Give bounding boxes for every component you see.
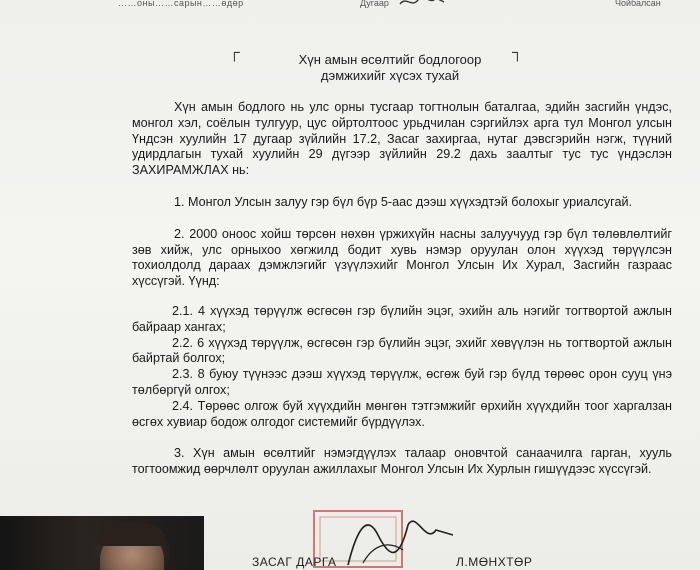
signature-position: ЗАСАГ ДАРГА [252, 555, 337, 569]
sub-item-2-1: 2.1. 4 хүүхэд төрүүлж өсгөсөн гэр бүлийн эцэг, эхийн аль нэгийг тогтвортой ажлын байраар хангах; [132, 303, 672, 334]
handwritten-number-icon [398, 0, 448, 10]
title-line-1: Хүн амын өсөлтийг бодлогоор [298, 52, 482, 67]
sub-item-2-3: 2.3. 8 буюу түүнээс дээш хүүхэд төрүүлж, өсгөж буй гэр бүлд төрөөс орон сууц үнэ төлбөргүй олгох; [132, 367, 672, 397]
item-1: 1. Монгол Улсын залуу гэр бүл бүр 5-аас дээш хүүхэдтэй болохыг уриалсугай. [174, 194, 632, 209]
title-line-2: дэмжихийг хүсэх тухай [320, 68, 460, 83]
title-bracket-right: ┐ [512, 44, 523, 61]
sub-item-2-2: 2.2. 6 хүүхэд төрүүлж, өсгөсөн гэр бүлийн эцэг, эхийг хөвүүлэн нь тогтвортой ажлын байртай болгох; [132, 335, 672, 366]
item-2: 2. 2000 оноос хойш төрсөн нөхөн үржихүйн насны залуучууд гэр бүл төлөвлөлтийг зөв хийж, улс орныхоо хөгжилд бодит хувь нэмэр оруулан олон хүүхэд төрүүлсэн тохиолдолд дараах дэмжлэгийг үзүүлэхийг Монгол Улсын Их Хурал, Засгийн газраас хүссүгэй. Үүнд: [132, 226, 672, 289]
document-body [132, 100, 672, 478]
signature-name: Л.МӨНХТӨР [456, 555, 533, 569]
sub-item-2-4: 2.4. Төрөөс олгож буй хүүхдийн мөнгөн тэтгэмжийг өрхийн хүүхдийн тоог харгалзан өсгөх хувиар бодож олгодог системийг бүрдүүлэх. [132, 398, 672, 429]
item-3: 3. Хүн амын өсөлтийг нэмэгдүүлэх талаар оновчтой санаачилга гарган, хууль тогтоомжид өөрчлөлт оруулан ажиллахыг Монгол Улсын Их Хурлын гишүүдээс хүссүгэй. [132, 446, 672, 477]
title-bracket-left: ┌ [229, 44, 240, 61]
date-field: ……оны……сарын……өдөр [118, 0, 244, 8]
intro-paragraph: Хүн амын бодлого нь улс орны тусгаар тогтнолын баталгаа, эдийн засгийн үндэс, монгол хэл, соёлын тулгуур, цус ойртолтоос урьдчилан сэргийлэх арга тул Монгол улсын Үндсэн хуулийн 17 дугаар зүйлийн 17.2, Засаг захиргаа, нутаг дэвсгэрийн нэгж, түүний удирдлагын тухай хуулийн 29 дүгээр зүйлийн 29.2 дахь заалтыг тус тус үндэслэн ЗАХИРАМЖЛАХ нь: [132, 100, 672, 178]
document-header [0, 0, 700, 14]
document-title [260, 52, 520, 84]
person-photo-inset [0, 516, 204, 570]
number-field: Дугаар [360, 0, 389, 8]
place-field: Чойбалсан [615, 0, 661, 8]
